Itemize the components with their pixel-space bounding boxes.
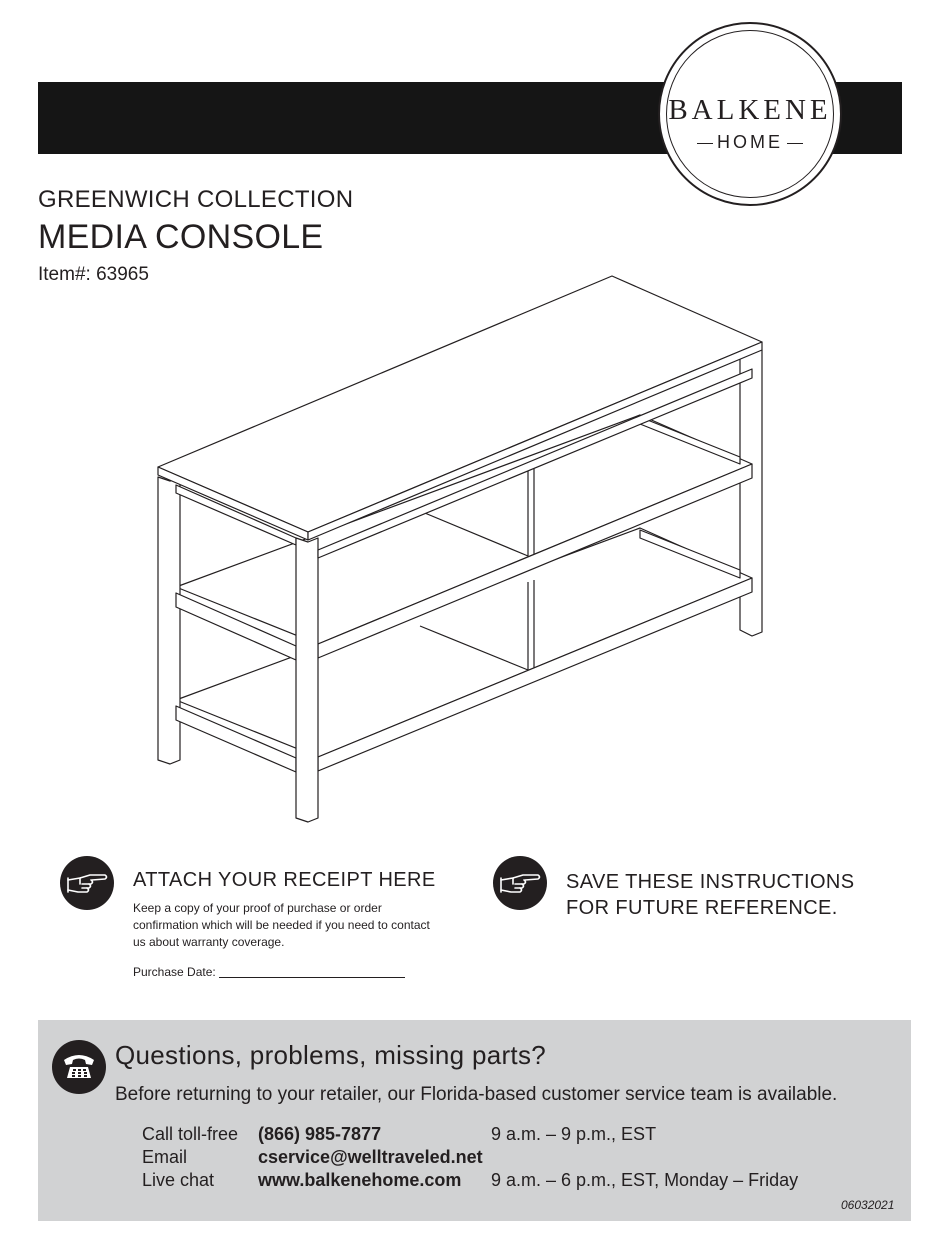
logo-sub-text: HOME [717,132,783,152]
purchase-date-label: Purchase Date: [133,965,216,979]
contact-label: Live chat [142,1170,215,1190]
purchase-date-line [219,977,405,978]
document-code: 06032021 [841,1198,895,1212]
contact-hours: 9 a.m. – 6 p.m., EST, Monday – Friday [491,1170,799,1190]
brand-logo [658,22,842,206]
telephone-icon [52,1040,106,1094]
item-number: Item#: 63965 [38,264,149,285]
save-line-2: FOR FUTURE REFERENCE. [566,897,838,919]
pointing-hand-icon [60,856,114,910]
email-link[interactable]: cservice@welltraveled.net [258,1147,483,1167]
help-title: Questions, problems, missing parts? [115,1040,547,1070]
help-subtitle: Before returning to your retailer, our Florida-based customer service team is available. [115,1084,838,1105]
receipt-title: ATTACH YOUR RECEIPT HERE [133,869,436,891]
pointing-hand-icon [493,856,547,910]
logo-brand-name: BALKENE [668,94,832,126]
product-title: MEDIA CONSOLE [38,218,324,256]
contact-label: Call toll-free [142,1124,239,1144]
contact-hours: 9 a.m. – 9 p.m., EST [491,1124,657,1144]
collection-name: GREENWICH COLLECTION [38,186,354,213]
phone-number[interactable]: (866) 985-7877 [258,1124,382,1144]
purchase-date [133,965,405,979]
website-link[interactable]: www.balkenehome.com [258,1170,462,1190]
save-instructions [566,869,886,921]
contact-label: Email [142,1147,188,1167]
save-line-1: SAVE THESE INSTRUCTIONS [566,871,855,893]
receipt-text: Keep a copy of your proof of purchase or order confirmation which will be needed if you need to contact us about warranty coverage. [133,901,430,949]
media-console-drawing [150,270,780,830]
logo-brand-sub [660,132,840,153]
